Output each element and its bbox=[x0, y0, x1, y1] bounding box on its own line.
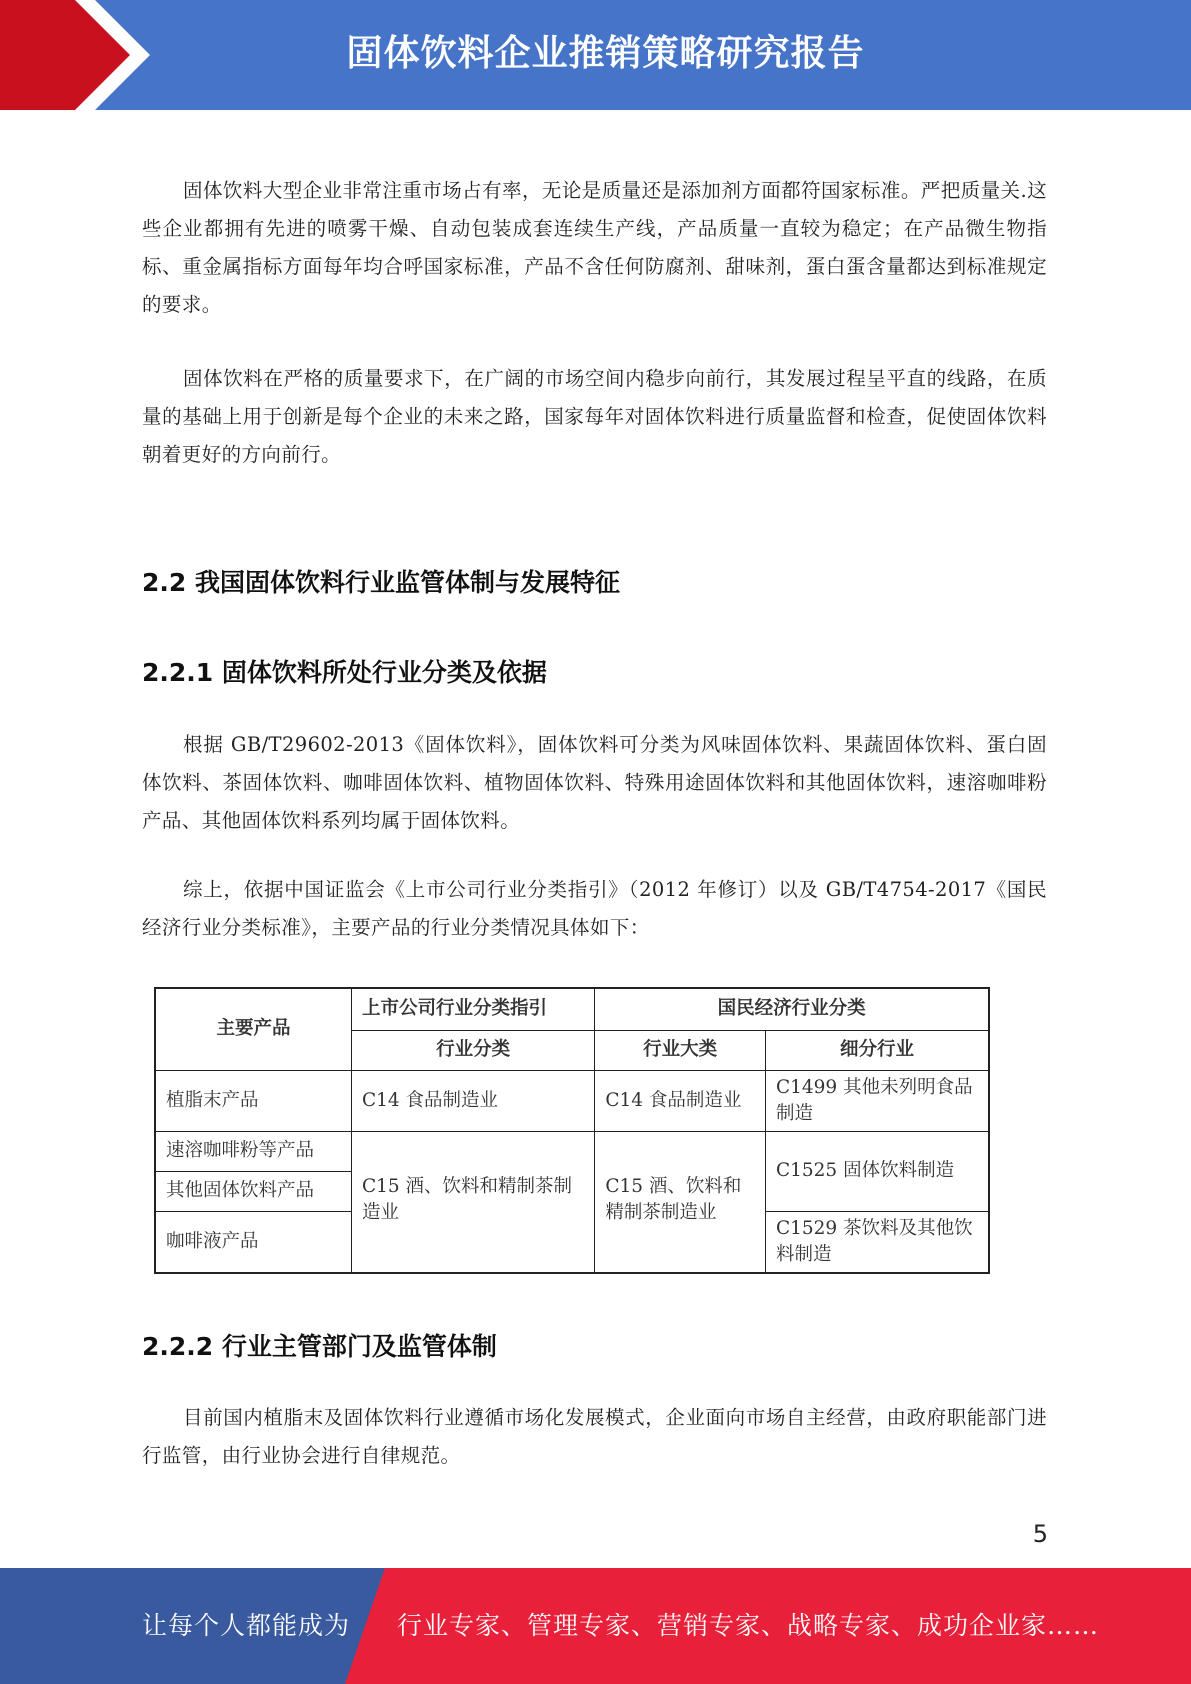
page-number: 5 bbox=[1032, 1520, 1048, 1548]
paragraph-regulation bbox=[142, 1399, 1047, 1475]
table-row bbox=[155, 1131, 989, 1171]
paragraph-quality bbox=[142, 172, 1047, 324]
industry-classification-table bbox=[154, 987, 990, 1274]
report-title: 固体饮料企业推销策略研究报告 bbox=[346, 33, 865, 74]
paragraph-regulation-text: 目前国内植脂末及固体饮料行业遵循市场化发展模式，企业面向市场自主经营，由政府职能部门进行监管，由行业协会进行自律规范。 bbox=[142, 1406, 1047, 1467]
cell-sub-industry: C1499 其他未列明食品制造 bbox=[765, 1070, 989, 1131]
paragraph-classification-text: 根据 GB/T29602-2013《固体饮料》，固体饮料可分类为风味固体饮料、果蔬固体饮料、蛋白固体饮料、茶固体饮料、咖啡固体饮料、植物固体饮料、特殊用途固体饮料和其他固体饮料，速溶咖啡粉产品、其他固体饮料系列均属于固体饮料。 bbox=[142, 733, 1047, 832]
cell-product: 其他固体饮料产品 bbox=[155, 1171, 351, 1211]
cell-major-class: C15 酒、饮料和精制茶制造业 bbox=[595, 1131, 766, 1273]
footer-slogan-right: 行业专家、管理专家、营销专家、战略专家、成功企业家…… bbox=[397, 1611, 1100, 1640]
page-header bbox=[0, 0, 1191, 110]
header-national-group: 国民经济行业分类 bbox=[595, 988, 989, 1030]
cell-product: 速溶咖啡粉等产品 bbox=[155, 1131, 351, 1171]
cell-major-class: C14 食品制造业 bbox=[595, 1070, 766, 1131]
paragraph-development-text: 固体饮料在严格的质量要求下，在广阔的市场空间内稳步向前行，其发展过程呈平直的线路，在质量的基础上用于创新是每个企业的未来之路，国家每年对固体饮料进行质量监督和检查，促使固体饮料朝着更好的方向前行。 bbox=[142, 367, 1047, 466]
paragraph-development bbox=[142, 360, 1047, 474]
cell-industry-class: C14 食品制造业 bbox=[351, 1070, 594, 1131]
section-heading-2-2: 2.2 我国固体饮料行业监管体制与发展特征 bbox=[142, 568, 620, 597]
paragraph-classification bbox=[142, 726, 1047, 840]
page-footer bbox=[0, 1568, 1191, 1684]
table-row bbox=[155, 1070, 989, 1131]
paragraph-summary bbox=[142, 871, 1047, 947]
header-major-class: 行业大类 bbox=[595, 1030, 766, 1070]
header-csrc-group: 上市公司行业分类指引 bbox=[351, 988, 594, 1030]
section-heading-2-2-1: 2.2.1 固体饮料所处行业分类及依据 bbox=[142, 658, 547, 687]
section-heading-2-2-2: 2.2.2 行业主管部门及监管体制 bbox=[142, 1332, 497, 1361]
cell-sub-industry: C1529 茶饮料及其他饮料制造 bbox=[765, 1211, 989, 1273]
cell-product: 咖啡液产品 bbox=[155, 1211, 351, 1273]
paragraph-summary-text: 综上，依据中国证监会《上市公司行业分类指引》（2012 年修订）以及 GB/T4754-2017《国民经济行业分类标准》，主要产品的行业分类情况具体如下： bbox=[142, 878, 1047, 939]
paragraph-quality-text: 固体饮料大型企业非常注重市场占有率，无论是质量还是添加剂方面都符国家标准。严把质量关.这些企业都拥有先进的喷雾干燥、自动包装成套连续生产线，产品质量一直较为稳定；在产品微生物指标、重金属指标方面每年均合呼国家标准，产品不含任何防腐剂、甜味剂，蛋白蛋含量都达到标准规定的要求。 bbox=[142, 179, 1047, 316]
header-main-product: 主要产品 bbox=[155, 988, 351, 1070]
footer-slogan-left: 让每个人都能成为 bbox=[142, 1611, 351, 1640]
cell-industry-class: C15 酒、饮料和精制茶制造业 bbox=[351, 1131, 594, 1273]
cell-sub-industry: C1525 固体饮料制造 bbox=[765, 1131, 989, 1211]
header-sub-industry: 细分行业 bbox=[765, 1030, 989, 1070]
header-industry-class: 行业分类 bbox=[351, 1030, 594, 1070]
classification-table bbox=[154, 987, 990, 1274]
cell-product: 植脂末产品 bbox=[155, 1070, 351, 1131]
